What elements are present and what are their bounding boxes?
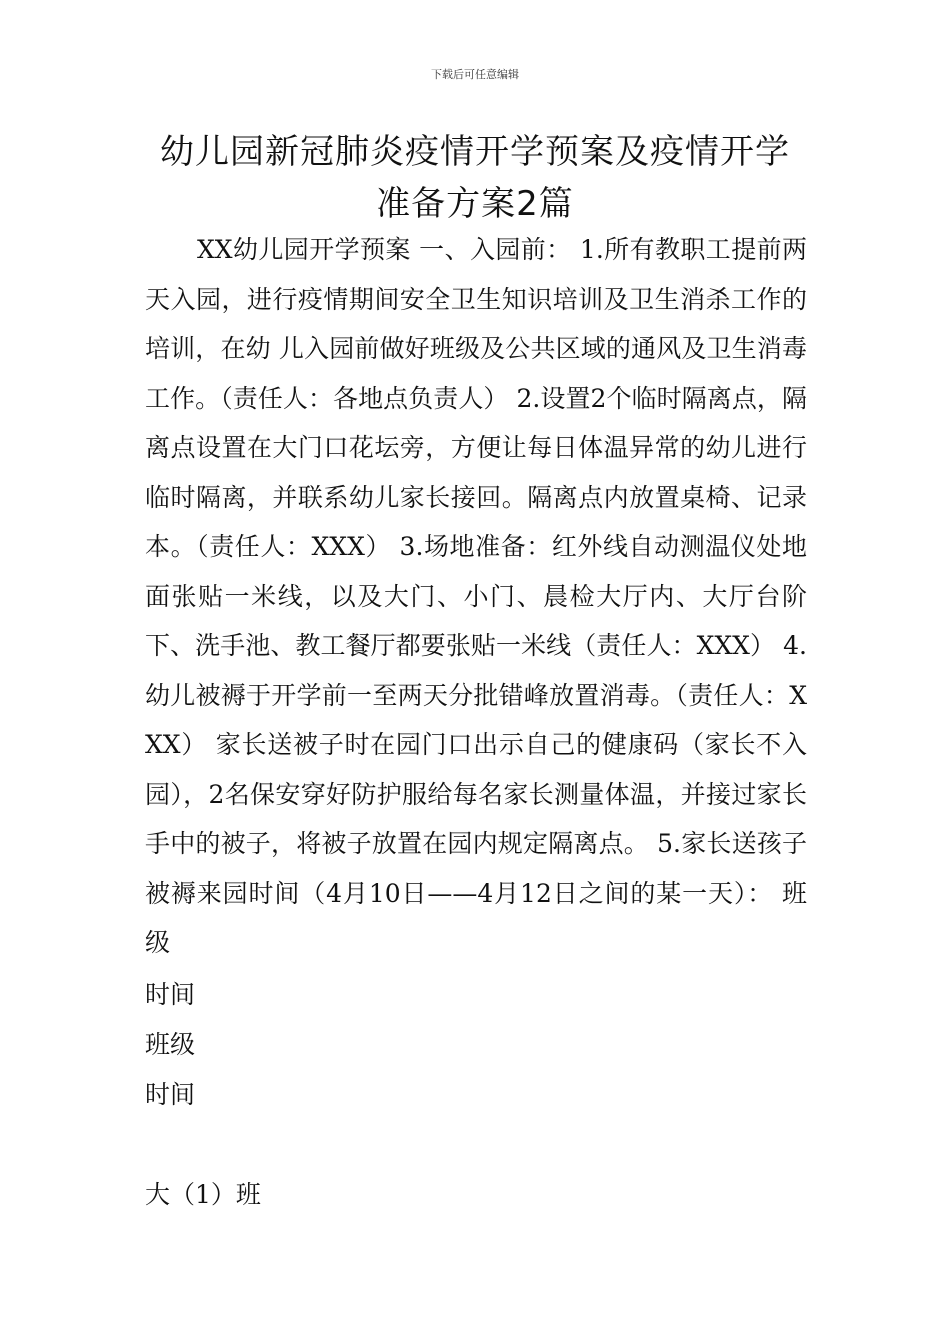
body-paragraph: XX幼儿园开学预案 一、入园前： 1.所有教职工提前两天入园，进行疫情期间安全卫生知识培训及卫生消杀工作的培训，在幼 儿入园前做好班级及公共区域的通风及卫生消毒工作。（责任人：各地点负责人） 2.设置2个临时隔离点，隔离点设置在大门口花坛旁，方便让每日体温异常的幼儿进行临时隔离，并联系幼儿家长接回。隔离点内放置桌椅、记录本。（责任人：XXX） 3.场地准备：红外线自动测温仪处地面张贴一米线，以及大门、小门、晨检大厅内、大厅台阶下、洗手池、教工餐厅都要张贴一米线（责任人：XXX） 4.幼儿被褥于开学前一至两天分批错峰放置消毒。（责任人：XXX） 家长送被子时在园门口出示自己的健康码（家长不入园），2名保安穿好防护服给每名家长测量体温，并接过家长手中的被子，将被子放置在园内规定隔离点。 5.家长送孩子被褥来园时间（4月10日——4月12日之间的某一天）： 班级 [145,235,807,957]
table-cell-class-1: 班级 [145,1030,196,1059]
document-title [130,126,820,230]
table-cell-time-1: 时间 [145,980,196,1009]
table-cell-time-2: 时间 [145,1080,196,1109]
header-note: 下载后可任意编辑 [431,68,519,81]
title-line-2: 准备方案2篇 [376,184,574,224]
table-cell-class-da1: 大（1）班 [145,1180,261,1209]
title-line-1: 幼儿园新冠肺炎疫情开学预案及疫情开学 [160,132,790,172]
